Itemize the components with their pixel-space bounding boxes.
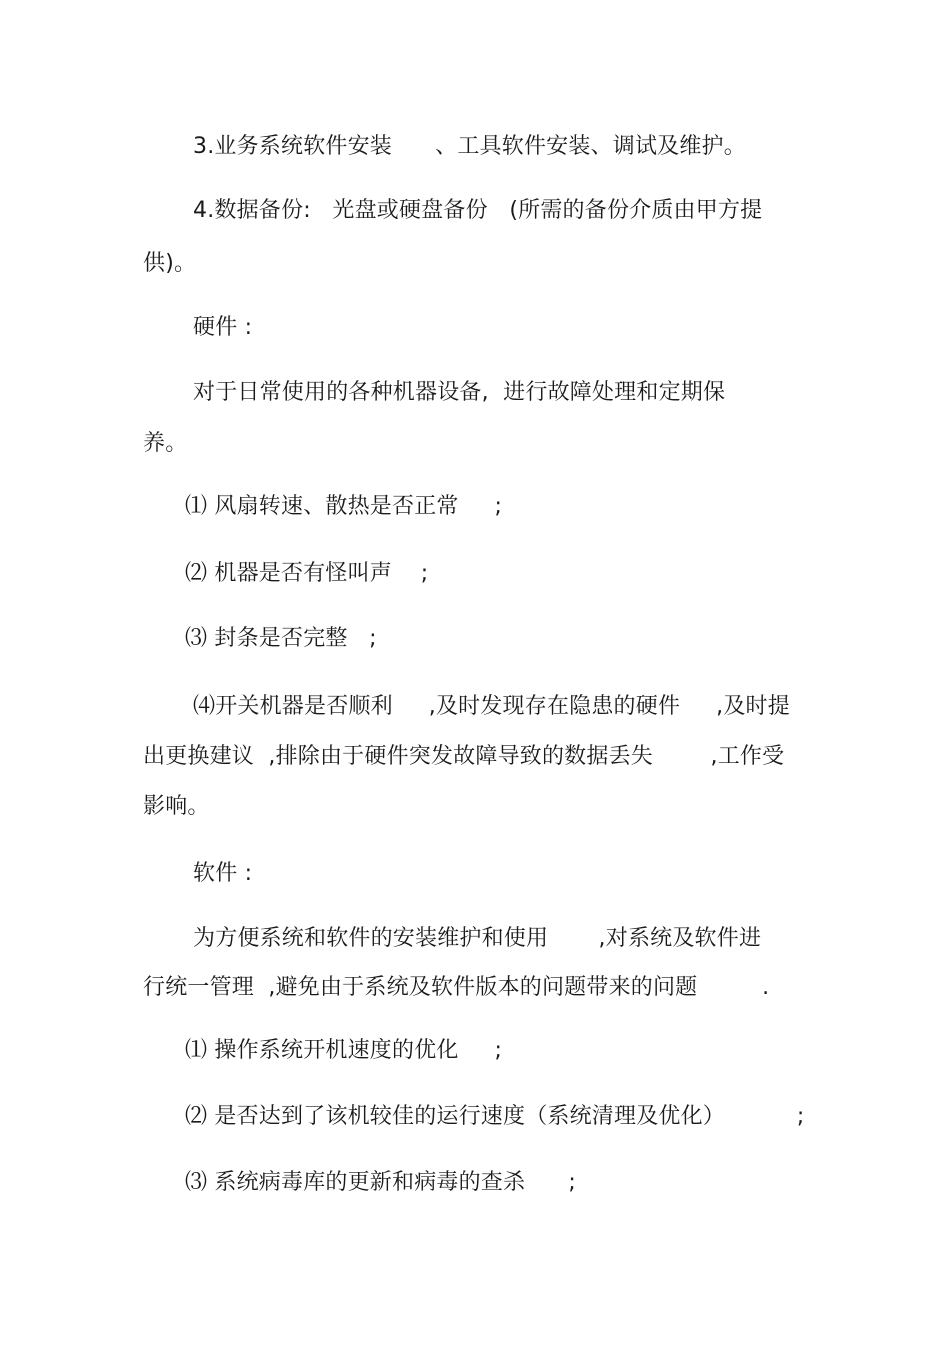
text-line-item-3: 3.业务系统软件安装 、工具软件安装、调试及维护。 xyxy=(193,134,746,159)
text-line-item-4-cont: 供)。 xyxy=(143,251,197,276)
text-line-software-intro-cont: 行统一管理 ,避免由于系统及软件版本的问题带来的问题 . xyxy=(143,975,770,1000)
section-heading-software: 软件 : xyxy=(193,861,253,886)
list-item-hardware-4: ⑷开关机器是否顺利 ,及时发现存在隐患的硬件 ,及时提 xyxy=(193,694,790,719)
list-item-hardware-3: ⑶ 封条是否完整 ; xyxy=(185,626,377,651)
section-heading-hardware: 硬件 : xyxy=(193,315,253,340)
text-line-hardware-intro: 对于日常使用的各种机器设备, 进行故障处理和定期保 xyxy=(193,380,726,405)
text-line-software-intro: 为方便系统和软件的安装维护和使用 ,对系统及软件进 xyxy=(193,926,762,951)
list-item-hardware-1: ⑴ 风扇转速、散热是否正常 ; xyxy=(185,494,503,519)
text-line-item-4: 4.数据备份: 光盘或硬盘备份 (所需的备份介质由甲方提 xyxy=(193,198,763,223)
list-item-software-1: ⑴ 操作系统开机速度的优化 ; xyxy=(185,1038,503,1063)
list-item-hardware-2: ⑵ 机器是否有怪叫声 ; xyxy=(185,561,429,586)
list-item-software-3: ⑶ 系统病毒库的更新和病毒的查杀 ; xyxy=(185,1170,576,1195)
list-item-software-2: ⑵ 是否达到了该机较佳的运行速度（系统清理及优化） ; xyxy=(185,1104,805,1129)
list-item-hardware-4-end: 影响。 xyxy=(143,794,210,819)
list-item-hardware-4-cont: 出更换建议 ,排除由于硬件突发故障导致的数据丢失 ,工作受 xyxy=(143,744,785,769)
text-line-hardware-intro-cont: 养。 xyxy=(143,431,188,456)
